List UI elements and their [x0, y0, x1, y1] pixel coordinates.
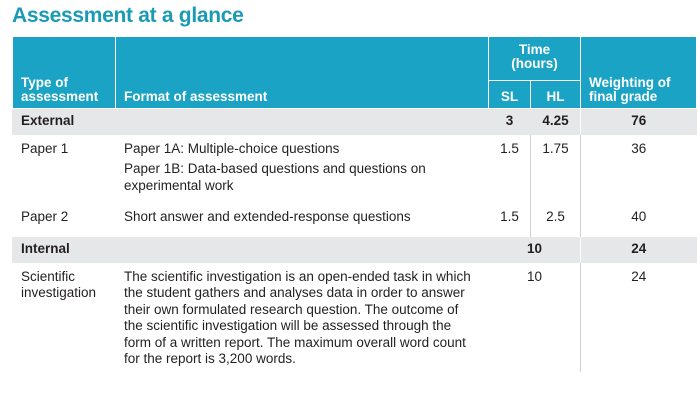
internal-weight: 24 — [581, 237, 697, 263]
page-title: Assessment at a glance — [12, 4, 244, 27]
header-type: Type of assessment — [13, 37, 116, 109]
table-row-paper2 — [13, 203, 697, 237]
paper1-format-b: Paper 1B: Data-based questions and questions on experimental work — [124, 161, 426, 193]
external-weight: 76 — [581, 109, 697, 135]
header-hl: HL — [531, 81, 581, 109]
paper1-type: Paper 1 — [13, 135, 116, 203]
scientific-weight: 24 — [581, 263, 697, 372]
scientific-type: Scientific investigation — [13, 263, 116, 372]
paper1-sl: 1.5 — [489, 135, 531, 203]
table-row-scientific — [13, 263, 697, 372]
internal-label: Internal — [13, 237, 116, 263]
paper2-hl: 2.5 — [531, 203, 581, 237]
paper2-weight: 40 — [581, 203, 697, 237]
table-row-internal — [13, 237, 697, 263]
external-hl: 4.25 — [531, 109, 581, 135]
paper2-type: Paper 2 — [13, 203, 116, 237]
assessment-table — [12, 36, 697, 372]
paper1-format-a: Paper 1A: Multiple-choice questions — [124, 140, 340, 156]
internal-time: 10 — [489, 237, 581, 263]
table-row-external — [13, 109, 697, 135]
external-label: External — [13, 109, 116, 135]
paper1-weight: 36 — [581, 135, 697, 203]
header-weighting: Weighting of final grade — [581, 37, 697, 109]
scientific-format: The scientific investigation is an open-ended task in which the student gathers and analyses data in order to answer their own formulated research question. The outcome of the scientific investigation will be assessed through the form of a written report. The maximum overall word count for the report is 3,200 words. — [116, 263, 489, 372]
paper2-format: Short answer and extended-response questions — [116, 203, 489, 237]
header-format: Format of assessment — [116, 37, 489, 109]
table-row-paper1 — [13, 135, 697, 203]
external-sl: 3 — [489, 109, 531, 135]
paper1-hl: 1.75 — [531, 135, 581, 203]
header-sl: SL — [489, 81, 531, 109]
scientific-time: 10 — [489, 263, 581, 372]
header-time: Time (hours) — [489, 37, 581, 81]
paper2-sl: 1.5 — [489, 203, 531, 237]
